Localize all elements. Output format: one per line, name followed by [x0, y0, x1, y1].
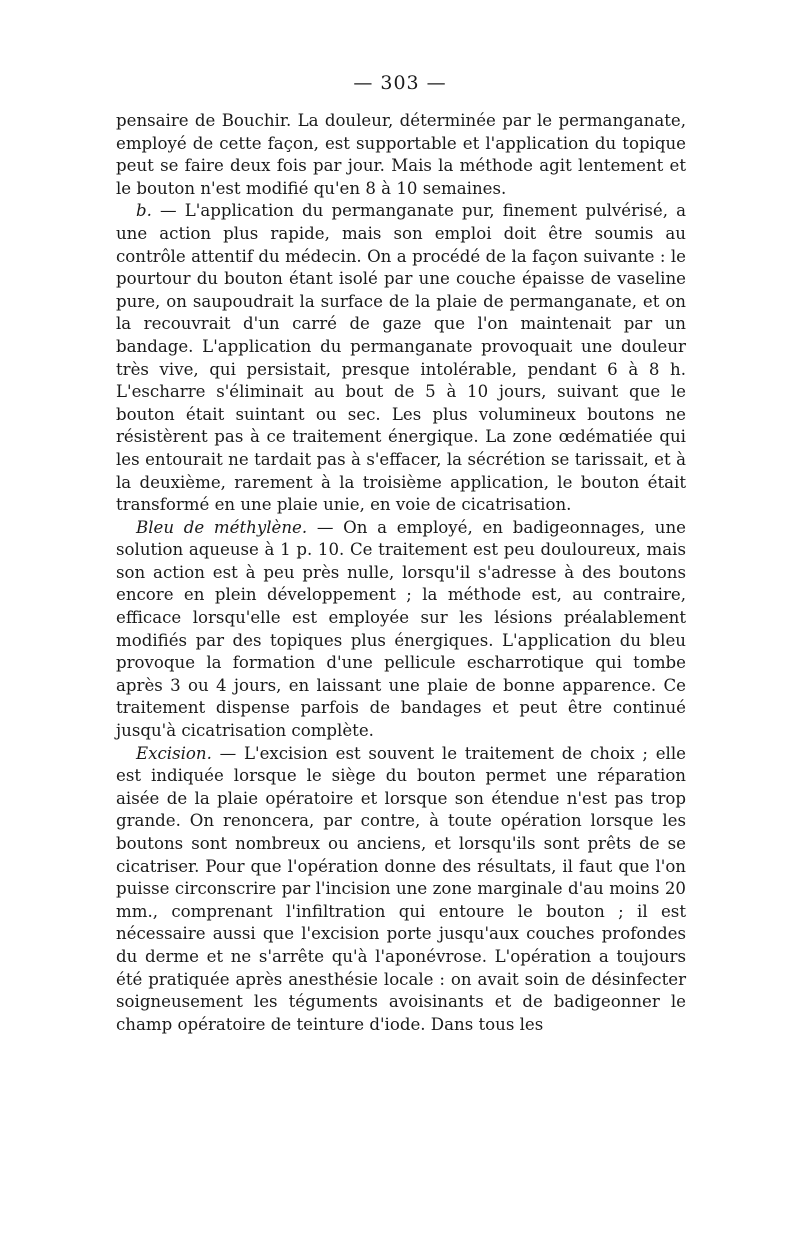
page-number: — 303 —	[353, 72, 447, 94]
paragraph-continuation	[116, 110, 686, 200]
paragraph-text: pensaire de Bouchir. La douleur, déterminée par le permanganate, employé de cette façon, est supportable et l'application du topique peut se faire deux fois par jour. Mais la méthode agit lentement et le bouton n'est modifié qu'en 8 à 10 semaines.	[116, 111, 686, 198]
body-text	[116, 110, 686, 1036]
paragraph-lead: b.	[136, 201, 152, 221]
paragraph-lead: Bleu de méthylène.	[136, 517, 308, 537]
paragraph-permanganate	[116, 200, 686, 516]
paragraph-text: — L'application du permanganate pur, finement pulvérisé, a une action plus rapide, mais son emploi doit être soumis au contrôle attentif du médecin. On a procédé de la façon suivante : le pourtour du bouton étant isolé par une couche épaisse de vaseline pure, on saupoudrait la surface de la plaie de permanganate, et on la recouvrait d'un carré de gaze que l'on maintenait par un bandage. L'application du permanganate provoquait une douleur très vive, qui persistait, presque intolérable, pendant 6 à 8 h. L'escharre s'éliminait au bout de 5 à 10 jours, suivant que le bouton était suintant ou sec. Les plus volumineux boutons ne résistèrent pas à ce traitement énergique. La zone œdématiée qui les entourait ne tardait pas à s'effacer, la sécrétion se tarissait, et à la deuxième, rarement à la troisième application, le bouton était transformé en une plaie unie, en voie de cicatrisation.	[116, 201, 686, 515]
paragraph-text: — L'excision est souvent le traitement de choix ; elle est indiquée lorsque le siège du bouton permet une réparation aisée de la plaie opératoire et lorsque son étendue n'est pas trop grande. On renoncera, par contre, à toute opération lorsque les boutons sont nombreux ou anciens, et lorsqu'ils sont prêts de se cicatriser. Pour que l'opération donne des résultats, il faut que l'on puisse circonscrire par l'incision une zone marginale d'au moins 20 mm., comprenant l'infiltration qui entoure le bouton ; il est nécessaire aussi que l'excision porte jusqu'aux couches profondes du derme et ne s'arrête qu'à l'aponévrose. L'opération a toujours été pratiquée après anesthésie locale : on avait soin de désinfecter soigneusement les téguments avoisinants et de badigeonner le champ opératoire de teinture d'iode. Dans tous les	[116, 743, 686, 1034]
paragraph-excision	[116, 743, 686, 1037]
paragraph-text: — On a employé, en badigeonnages, une solution aqueuse à 1 p. 10. Ce traitement est peu douloureux, mais son action est à peu près nulle, lorsqu'il s'adresse à des boutons encore en plein développement ; la méthode est, au contraire, efficace lorsqu'elle est employée sur les lésions préalablement modifiés par des topiques plus énergiques. L'application du bleu provoque la formation d'une pellicule escharrotique qui tombe après 3 ou 4 jours, en laissant une plaie de bonne apparence. Ce traitement dispense parfois de bandages et peut être continué jusqu'à cicatrisation complète.	[116, 517, 686, 741]
paragraph-bleu-methylene	[116, 517, 686, 743]
paragraph-lead: Excision.	[136, 743, 212, 763]
